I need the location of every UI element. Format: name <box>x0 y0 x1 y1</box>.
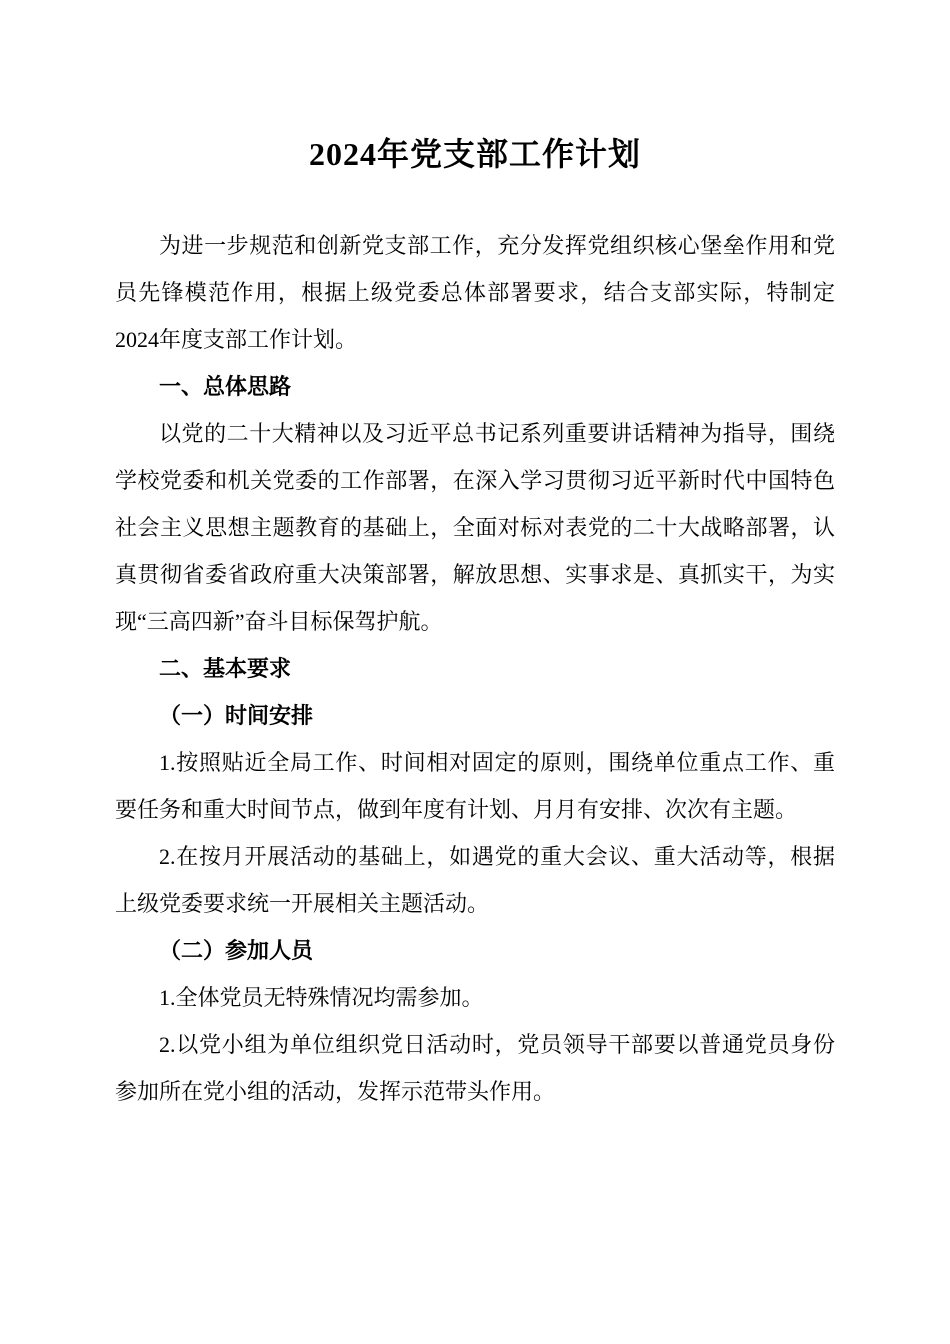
subsection-heading-time-arrangement: （一）时间安排 <box>159 703 314 728</box>
paragraph-overall-approach: 以党的二十大精神以及习近平总书记系列重要讲话精神为指导，围绕学校党委和机关党委的工作部署，在深入学习贯彻习近平新时代中国特色社会主义思想主题教育的基础上，全面对标对表党的二十大战略部署，认真贯彻省委省政府重大决策部署，解放思想、实事求是、真抓实干，为实现“三高四新”奋斗目标保驾护航。 <box>115 421 835 634</box>
paragraph-time-arrangement-1: 1.按照贴近全局工作、时间相对固定的原则，围绕单位重点工作、重要任务和重大时间节点，做到年度有计划、月月有安排、次次有主题。 <box>115 750 835 822</box>
document-title: 2024年党支部工作计划 <box>308 136 641 172</box>
paragraph-intro: 为进一步规范和创新党支部工作，充分发挥党组织核心堡垒作用和党员先锋模范作用，根据上级党委总体部署要求，结合支部实际，特制定2024年度支部工作计划。 <box>115 233 835 352</box>
subsection-heading-participants: （二）参加人员 <box>159 938 314 963</box>
paragraph-participants-2: 2.以党小组为单位组织党日活动时，党员领导干部要以普通党员身份参加所在党小组的活动，发挥示范带头作用。 <box>115 1032 835 1104</box>
section-heading-overall-approach: 一、总体思路 <box>159 374 292 399</box>
paragraph-participants-1: 1.全体党员无特殊情况均需参加。 <box>159 985 484 1010</box>
section-heading-basic-requirements: 二、基本要求 <box>159 656 292 681</box>
paragraph-time-arrangement-2: 2.在按月开展活动的基础上，如遇党的重大会议、重大活动等，根据上级党委要求统一开展相关主题活动。 <box>115 844 835 916</box>
